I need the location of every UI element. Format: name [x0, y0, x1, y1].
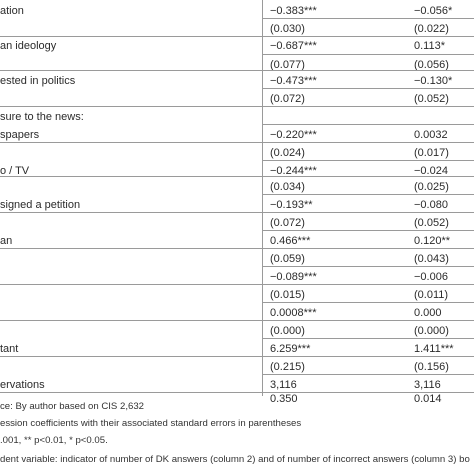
col3-value: (0.025) — [414, 181, 449, 193]
col2-value: −0.220*** — [270, 129, 317, 141]
row-rule — [0, 212, 474, 213]
col3-value: 0.014 — [414, 393, 442, 405]
col3-value: 0.120** — [414, 235, 451, 247]
table-row — [0, 322, 474, 342]
col3-value: (0.011) — [414, 289, 449, 301]
row-rule — [0, 70, 474, 71]
col2-value: (0.015) — [270, 289, 305, 301]
table-row — [0, 214, 474, 234]
col2-value: −0.473*** — [270, 75, 317, 87]
row-rule — [262, 18, 474, 19]
col2-value: (0.059) — [270, 253, 305, 265]
row-rule — [0, 106, 474, 107]
col3-value: (0.052) — [414, 217, 449, 229]
table-row — [0, 268, 474, 288]
col2-value: (0.072) — [270, 217, 305, 229]
table-row — [0, 90, 474, 110]
row-rule — [262, 338, 474, 339]
col2-value: −0.687*** — [270, 40, 317, 52]
col3-value: 0.0032 — [414, 129, 448, 141]
col3-value: (0.000) — [414, 325, 449, 337]
table-row — [0, 304, 474, 324]
col3-value: (0.043) — [414, 253, 449, 265]
col3-value: −0.130* — [414, 75, 453, 87]
row-rule — [0, 248, 474, 249]
col3-value: −0.080 — [414, 199, 448, 211]
col2-value: −0.383*** — [270, 5, 317, 17]
col3-value: (0.156) — [414, 361, 449, 373]
col3-value: 3,116 — [414, 379, 441, 391]
note-significance: .001, ** p<0.01, * p<0.05. — [0, 435, 108, 446]
col3-value: (0.056) — [414, 59, 449, 71]
table-row — [0, 2, 474, 22]
row-rule — [0, 36, 474, 37]
row-label: signed a petition — [0, 199, 81, 211]
row-label: spapers — [0, 129, 40, 141]
col2-value: (0.072) — [270, 93, 305, 105]
col2-value: 0.0008*** — [270, 307, 317, 319]
table-row — [0, 178, 474, 198]
col3-value: −0.006 — [414, 271, 448, 283]
row-rule — [0, 320, 474, 321]
table-row — [0, 108, 474, 128]
row-label: tant — [0, 343, 19, 355]
col3-value: (0.022) — [414, 23, 449, 35]
row-rule — [0, 176, 474, 177]
row-label: an ideology — [0, 40, 57, 52]
row-label: an — [0, 235, 13, 247]
table-row — [0, 250, 474, 270]
col2-value: 0.466*** — [270, 235, 311, 247]
col2-value: 6.259*** — [270, 343, 311, 355]
table-row — [0, 358, 474, 378]
col2-value: −0.244*** — [270, 165, 317, 177]
row-rule — [262, 160, 474, 161]
col3-value: 0.113* — [414, 40, 445, 52]
table-row — [0, 196, 474, 216]
row-rule — [262, 302, 474, 303]
row-label: ation — [0, 5, 24, 17]
col2-value: −0.193** — [270, 199, 313, 211]
row-label: o / TV — [0, 165, 30, 177]
row-label: sure to the news: — [0, 111, 84, 123]
row-rule — [262, 124, 474, 125]
col3-value: −0.024 — [414, 165, 448, 177]
table-row — [0, 126, 474, 146]
col2-value: (0.034) — [270, 181, 305, 193]
note-source: ce: By author based on CIS 2,632 — [0, 401, 144, 412]
row-rule — [0, 392, 474, 393]
col2-value: (0.024) — [270, 147, 305, 159]
table-row — [0, 286, 474, 306]
row-rule — [0, 142, 474, 143]
col2-value: (0.077) — [270, 59, 305, 71]
col2-value: (0.215) — [270, 361, 305, 373]
col2-value: (0.030) — [270, 23, 305, 35]
row-rule — [262, 194, 474, 195]
col2-value: 0.350 — [270, 393, 298, 405]
col3-value: −0.056* — [414, 5, 453, 17]
row-rule — [262, 374, 474, 375]
table-row — [0, 144, 474, 164]
row-rule — [0, 284, 474, 285]
row-rule — [262, 54, 474, 55]
row-rule — [0, 356, 474, 357]
row-rule — [262, 88, 474, 89]
col3-value: (0.017) — [414, 147, 449, 159]
col2-value: −0.089*** — [270, 271, 317, 283]
col3-value: 0.000 — [414, 307, 442, 319]
row-rule — [262, 230, 474, 231]
row-label: ested in politics — [0, 75, 76, 87]
col2-value: (0.000) — [270, 325, 305, 337]
table-row — [0, 232, 474, 252]
table-row — [0, 340, 474, 360]
col3-value: 1.411*** — [414, 343, 454, 355]
note-dependent-variable: dent variable: indicator of number of DK answers (column 2) and of number of incorrect answers (column 3) bo — [0, 454, 470, 465]
note-standard-errors: ession coefficients with their associated standard errors in parentheses — [0, 418, 302, 429]
row-label: ervations — [0, 379, 45, 391]
col2-value: 3,116 — [270, 379, 297, 391]
col3-value: (0.052) — [414, 93, 449, 105]
row-rule — [262, 266, 474, 267]
table-row — [0, 72, 474, 92]
